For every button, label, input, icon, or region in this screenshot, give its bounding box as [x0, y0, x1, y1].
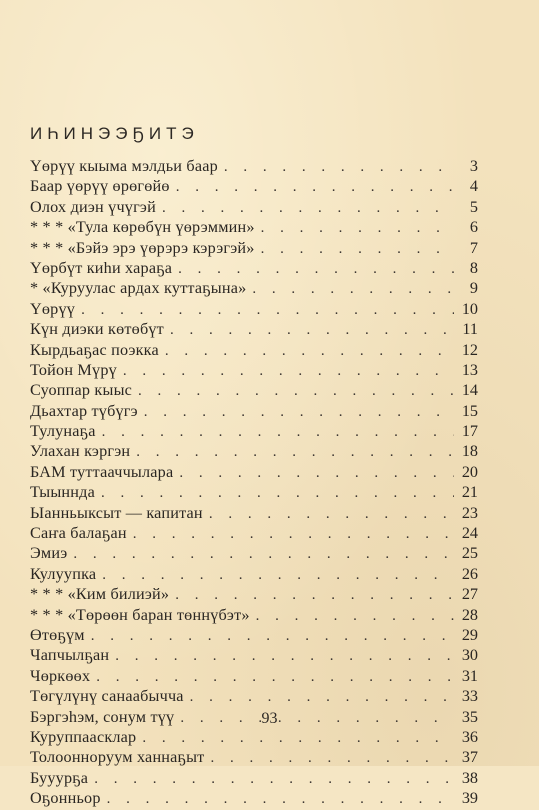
toc-entry-title: Ыанньыксыт — капитан: [30, 503, 203, 522]
toc-entry-title: * «Куруулас ардах куттаҕына»: [30, 279, 247, 298]
toc-entry-page: 28: [461, 605, 478, 624]
toc-entry-page: 20: [461, 462, 478, 481]
toc-entry-page: 10: [461, 299, 478, 318]
toc-entry-page: 17: [461, 422, 478, 441]
dot-leader: [178, 259, 454, 279]
dot-leader: [261, 239, 454, 259]
toc-entry-title: Өтөҕүм: [30, 625, 85, 644]
toc-entry-page: 31: [461, 666, 478, 685]
toc-entry-title: Кулуупка: [30, 564, 97, 583]
toc-entry: [30, 686, 478, 706]
toc-entry-title: Эмиэ: [30, 544, 68, 563]
toc-entry: [30, 625, 478, 645]
toc-entry-page: 24: [461, 524, 478, 543]
toc-entry-page: 12: [461, 340, 478, 359]
dot-leader: [138, 381, 454, 401]
toc-entry: [30, 482, 478, 502]
dot-leader: [209, 504, 454, 524]
toc-entry-title: Улахан кэргэн: [30, 442, 131, 461]
dot-leader: [94, 769, 454, 789]
dot-leader: [190, 687, 454, 707]
toc-entry: [30, 727, 478, 747]
toc-entry-title: Үөрүү кыыма мэлдьи баар: [30, 157, 218, 175]
dot-leader: [133, 524, 454, 544]
toc-entry-title: Бууурҕа: [30, 768, 89, 787]
toc-entry: [30, 768, 478, 788]
toc-entry-title: Баар үөрүү өрөгөйө: [30, 177, 170, 196]
toc-entry: [30, 462, 478, 482]
toc-entry-page: 8: [469, 258, 478, 277]
dot-leader: [73, 544, 454, 564]
toc-entry-title: * * * «Тула көрөбүн үөрэммин»: [30, 218, 255, 237]
toc-entry-page: 27: [461, 585, 478, 604]
toc-entry-title: Төгүлүнү санаабычча: [30, 687, 184, 706]
dot-leader: [107, 789, 454, 809]
toc-entry: [30, 156, 478, 176]
toc-entry: [30, 217, 478, 237]
dot-leader: [96, 667, 454, 687]
toc-entry-title: Дьахтар түбүгэ: [30, 401, 138, 420]
toc-entry-page: 35: [461, 707, 478, 726]
toc-entry-page: 38: [461, 768, 478, 787]
toc-entry: [30, 788, 478, 808]
dot-leader: [136, 442, 454, 462]
toc-entry-page: 33: [461, 687, 478, 706]
dot-leader: [261, 218, 454, 238]
dot-leader: [101, 483, 454, 503]
toc-entry-page: 4: [469, 177, 478, 196]
toc-entry: [30, 319, 478, 339]
toc-entry: [30, 360, 478, 380]
toc-entry: [30, 564, 478, 584]
dot-leader: [179, 463, 454, 483]
toc-entry-page: 18: [461, 442, 478, 461]
dot-leader: [123, 361, 454, 381]
dot-leader: [162, 198, 454, 218]
toc-entry: [30, 584, 478, 604]
toc-entry-title: Тулунаҕа: [30, 422, 96, 441]
dot-leader: [142, 728, 454, 748]
toc-entry: [30, 299, 478, 319]
toc-entry-page: 36: [461, 727, 478, 746]
toc-entry: [30, 523, 478, 543]
toc-entry-title: * * * «Бэйэ эрэ үөрэрэ кэрэгэй»: [30, 238, 255, 257]
dot-leader: [102, 565, 454, 585]
toc-entry-title: Үөрбүт киһи хараҕа: [30, 258, 173, 277]
dot-leader: [256, 606, 454, 626]
toc-entry-title: Тойон Мүрү: [30, 360, 117, 379]
dot-leader: [252, 279, 454, 299]
toc-entry-page: 6: [469, 218, 478, 237]
toc-entry-page: 11: [462, 320, 478, 339]
toc-entry: [30, 380, 478, 400]
toc-entry-page: 13: [461, 360, 478, 379]
toc-entry-page: 37: [461, 748, 478, 767]
toc-entry: [30, 441, 478, 461]
dot-leader: [175, 585, 454, 605]
dot-leader: [102, 422, 454, 442]
dot-leader: [144, 402, 454, 422]
toc-entry-title: Тыыннда: [30, 483, 95, 502]
dot-leader: [81, 300, 454, 320]
toc-entry: [30, 666, 478, 686]
toc-entry-title: Оҕонньор: [30, 789, 101, 808]
toc-entry: [30, 543, 478, 563]
toc-entry: [30, 238, 478, 258]
toc-entry-page: 5: [469, 197, 478, 216]
toc-entry: [30, 503, 478, 523]
toc-entry-title: Бэргэһэм, сонум түү: [30, 707, 175, 726]
toc-entry: [30, 176, 478, 196]
dot-leader: [170, 320, 454, 340]
toc-entry-title: Кырдьаҕас поэкка: [30, 340, 159, 359]
dot-leader: [224, 157, 454, 177]
dot-leader: [91, 626, 454, 646]
toc-entry-title: Үөрүү: [30, 299, 76, 318]
toc-entry-page: 7: [469, 238, 478, 257]
toc-entry: [30, 747, 478, 767]
toc-entry: [30, 645, 478, 665]
toc-entry: [30, 258, 478, 278]
toc-entry: [30, 605, 478, 625]
toc-entry: [30, 278, 478, 298]
page-number: 93: [261, 710, 278, 727]
toc-entry-page: 23: [461, 503, 478, 522]
toc-entry-page: 3: [469, 157, 478, 175]
toc-entry-page: 9: [469, 279, 478, 298]
toc-entry: [30, 421, 478, 441]
toc-entry-title: * * * «Төрөөн баран төннүбэт»: [30, 605, 250, 624]
toc-entry: [30, 340, 478, 360]
toc-entry: [30, 197, 478, 217]
dot-leader: [176, 177, 454, 197]
toc-entry-title: * * * «Ким билиэй»: [30, 585, 170, 604]
toc-entry-page: 25: [461, 544, 478, 563]
toc-entry-title: Олох диэн үчүгэй: [30, 197, 156, 216]
dot-leader: [165, 341, 454, 361]
toc-entry-page: 21: [461, 483, 478, 502]
toc-entry: [30, 401, 478, 421]
toc-entry-page: 15: [461, 401, 478, 420]
toc-entry-page: 39: [461, 789, 478, 808]
toc-entry-title: Суоппар кыыс: [30, 381, 133, 400]
toc-entry-page: 30: [461, 646, 478, 665]
toc-entry-page: 26: [461, 564, 478, 583]
toc-entry-title: Чөркөөх: [30, 666, 91, 685]
toc-entry-title: Чапчылҕан: [30, 646, 110, 665]
toc-entry-title: Толоонноруум ханнаҕыт: [30, 748, 205, 767]
table-of-contents-heading: ИҺИНЭЭҔИТЭ: [30, 124, 199, 143]
toc-entry-title: Күн диэки көтөбүт: [30, 320, 164, 339]
toc-entry-title: Саҥа балаҕан: [30, 524, 127, 543]
dot-leader: [115, 646, 454, 666]
toc-entry-title: Куруппаасклар: [30, 727, 137, 746]
toc-entry-page: 14: [461, 381, 478, 400]
toc-entry-page: 29: [461, 625, 478, 644]
toc-entry-title: БАМ туттааччылара: [30, 462, 174, 481]
